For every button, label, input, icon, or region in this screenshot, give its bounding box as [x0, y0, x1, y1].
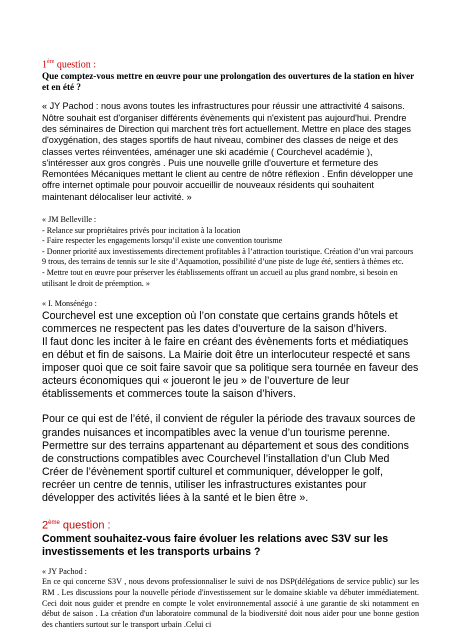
list-item: - Mettre tout en œuvre pour préserver les établissements offrant un accueil au plus grand nombre, si besoin en utilisant le droit de préemption. » — [42, 267, 398, 288]
monsenego-paragraph: Courchevel est une exception où l’on constate que certains grands hôtels et commerces ne respectent pas les dates d’ouverture de la saison d’hivers. — [42, 309, 398, 335]
belleville-list — [42, 226, 419, 290]
belleville-answer — [42, 215, 419, 289]
list-item: - Donner priorité aux investissements directement profitables à l’attraction touristique. Création d’un vrai parcours 9 trous, des terrains de tennis sur le site d’Aquamotion, possibilité d’une piste de luge été, sentiers à thèmes etc. — [42, 246, 414, 267]
monsenego-paragraph: Il faut donc les inciter à le faire en créant des évènements forts et médiatiques en début et fin de saisons. La Mairie doit être un interlocuteur respecté et sans imposer quoi que ce soit faire savoir que sa politique sera tournée en faveur des acteurs économiques qui « joueront le jeu » de l’ouverture de leur établissements et commerces toute la saison d’hivers. — [42, 335, 419, 401]
question-1-number: 1ère question : — [42, 59, 96, 71]
pachod-heading: « JY Pachod : — [42, 566, 87, 576]
monsenego-paragraph: Créer de l’évènement sportif culturel et communiquer, développer le golf, recréer un centre de tennis, utiliser les infrastructures existantes pour développer des activités liées à la santé et le bien être ». — [42, 465, 383, 504]
list-item: - Relance sur propriétaires privés pour incitation à la location — [42, 225, 241, 235]
question-2 — [42, 517, 419, 559]
question-2-number: 2ème question : — [42, 519, 111, 532]
question-1-title: Que comptez-vous mettre en œuvre pour une prolongation des ouvertures de la station en hiver et en été ? — [42, 71, 415, 93]
list-item: - Faire respecter les engagements lorsqu’il existe une convention tourisme — [42, 236, 283, 246]
belleville-heading: « JM Belleville : — [42, 215, 97, 224]
pachod-answer-2 — [42, 567, 419, 631]
pachod-answer-1: « JY Pachod : nous avons toutes les infrastructures pour réussir une attractivité 4 saisons. Nôtre souhait est d'organiser différents évènements qui n'existent pas aujourd'hui. Prendre des séminaires de Direction qui marchent très fort actuellement. Mettre en place des stages d'oxygénation, des stages sportifs de haut niveau, combiner des classes de neige et des classes vertes réinventées, aménager une ski académie ( Courchevel académie ), s'intéresser aux gros congrès . Puis une nouvelle grille d'ouverture et fermeture des Remontées Mécaniques mettant le client au centre de nôtre réflexion . Enfin développer une offre internet optimale pour pouvoir accueillir de nouveaux résidents qui souhaitent maintenant délocaliser leur activité. » — [42, 101, 414, 202]
monsenego-paragraph: Permettre sur des terrains appartenant au département et sous des conditions de constructions compatibles avec Courchevel l’installation d’un Club Med — [42, 439, 409, 465]
monsenego-paragraph: Pour ce qui est de l’été, il convient de réguler la période des travaux sources de grandes nuisances et incompatibles avec la venue d’un tourisme perenne. — [42, 413, 416, 439]
monsenego-heading: « I. Monsénégo : — [42, 299, 97, 309]
monsenego-answer — [42, 299, 419, 505]
question-2-title: Comment souhaitez-vous faire évoluer les relations avec S3V sur les investissements et les transports urbains ? — [42, 532, 389, 558]
pachod-answer-2-text: En ce qui concerne S3V , nous devons professionnaliser le suivi de nos DSP(délégations de service public) sur les RM . Les discussions pour la nouvelle période d'investissement sur le domaine skiable va débuter immédiatement. Ceci doit nous guider et prendre en compte le volet environnemental associé à une garantie de ski notamment en début de saison . La création d'un laboratoire communal de la biodiversité doit nous aider pour une bonne gestion des chantiers surtout sur le transport urbain .Celui ci — [42, 577, 419, 629]
document-page — [42, 56, 419, 630]
